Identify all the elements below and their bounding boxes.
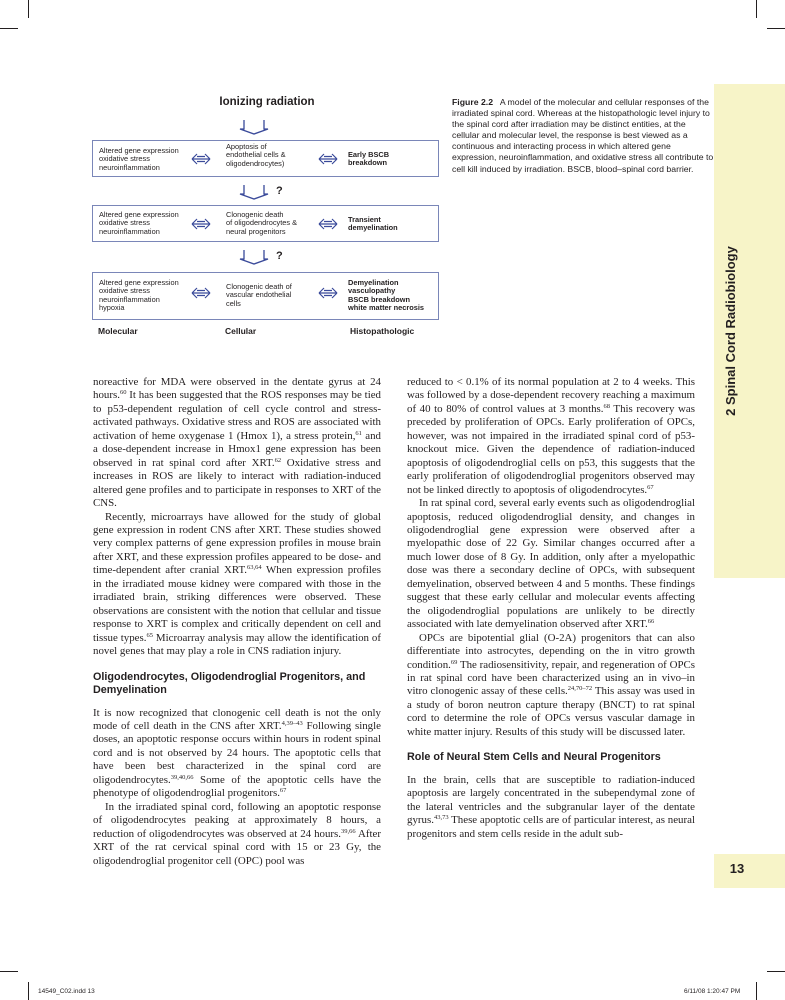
paragraph: [407, 774, 695, 841]
text-run: After XRT of the rat cervical spinal cord with 15 or 23 Gy, the oligodendroglial progenitor cell (OPC) pool was: [93, 827, 381, 867]
double-arrow-icon: [318, 286, 338, 300]
reference-superscript: 66: [647, 618, 655, 626]
right-text-column: [407, 376, 695, 841]
text-run: In rat spinal cord, several early events such as oligodendroglial apoptosis, reduced oligodendroglial density, and changes in oligodendroglial gene expression were observed after a myelopathic dose of 22 Gy. Similar changes occurred after a much lower dose of 8 Gy. In addition, only after a myelopathic dose was there a secondary decline of OPCs, with subsequent demyelination, observed between 4 and 5 months. These findings suggest that these early cellular and molecular events affecting the oligodendroglial populations are unlikely to be directly associated with late demyelination observed after XRT.: [407, 497, 695, 631]
text-run: These apoptotic cells are of particular interest, as neural progenitors and stem cells reside in the adult sub-: [407, 814, 695, 840]
text-run: The radiosensitivity, repair, and regeneration of OPCs in rat spinal cord have been characterized using an in vivo–in vitro clonogenic assay of these cells.: [407, 658, 695, 698]
question-mark: ?: [276, 250, 283, 262]
text-run: It is now recognized that clonogenic cell death is not the only mode of cell death in the CNS after XRT.: [93, 706, 381, 732]
paragraph: [93, 707, 381, 801]
crop-mark: [767, 28, 785, 29]
text-run: This recovery was preceded by proliferation of OPCs. Early proliferation of OPCs, however, was not impaired in the irradiated spinal cord of p53-knockout mice. Given the dependence of radiation-induced apoptosis of oligodendroglial cells on p53, this suggests that the early proliferation of oligodendroglial progenitors observed may not be linked directly to apoptosis of oligodendrocytes.: [407, 402, 695, 496]
histopathologic-cell: Early BSCB breakdown: [348, 150, 390, 168]
text-run: This assay was used in a study of boron neutron capture therapy (BNCT) to rat spinal cord to determine the role of OPCs versus vascular damage in white matter injury. Results of this study will be discussed later.: [407, 685, 695, 738]
footer-timestamp: 6/11/08 1:20:47 PM: [684, 988, 741, 995]
double-arrow-icon: [191, 217, 211, 231]
down-arrow-icon: [239, 184, 269, 200]
cellular-cell: Clonogenic death of vascular endothelial cells: [226, 282, 292, 308]
reference-superscript: 67: [279, 787, 287, 795]
double-arrow-icon: [191, 286, 211, 300]
question-mark: ?: [276, 185, 283, 197]
text-run: It has been suggested that the ROS responses may be tied to p53-dependent regulation of cell cycle control and stress-activated pathways. Oxidative stress and ROS are associated with activation of heme oxygenase 1 (Hmox 1), a stress protein,: [93, 389, 381, 442]
paragraph: [407, 497, 695, 632]
double-arrow-icon: [318, 217, 338, 231]
molecular-cell: Altered gene expression oxidative stress neuroinflammation: [99, 146, 179, 172]
reference-superscript: 43,73: [433, 814, 449, 822]
paragraph: [407, 632, 695, 740]
reference-superscript: 61: [355, 429, 362, 437]
paragraph: [407, 376, 695, 497]
histopathologic-cell: Demyelination vasculopathy BSCB breakdown white matter necrosis: [348, 278, 424, 312]
left-text-column: [93, 376, 381, 868]
section-heading: Oligodendrocytes, Oligodendroglial Progenitors, and Demyelination: [93, 670, 366, 697]
histopathologic-cell: Transient demyelination: [348, 215, 398, 233]
crop-mark: [756, 0, 757, 18]
column-label-molecular: Molecular: [98, 326, 138, 336]
paragraph: [93, 801, 381, 868]
reference-superscript: 65: [146, 631, 153, 639]
reference-superscript: 4,39–43: [281, 719, 303, 727]
down-arrow-icon: [239, 249, 269, 265]
crop-mark: [756, 982, 757, 1000]
page-number: 13: [729, 861, 745, 876]
footer-file-info: 14549_C02.indd 13: [38, 988, 95, 995]
text-run: Oxidative stress and increases in ROS are likely to interact with radiation-induced altered gene profiles and to participate in responses to XRT of the CNS.: [93, 456, 381, 510]
figure-caption: [452, 97, 714, 175]
reference-superscript: 68: [603, 402, 611, 410]
molecular-cell: Altered gene expression oxidative stress neuroinflammation hypoxia: [99, 278, 179, 312]
figure-row-2: [92, 205, 439, 242]
figure-title: Ionizing radiation: [219, 96, 315, 108]
reference-superscript: 24,70–72: [567, 685, 593, 693]
text-run: noreactive for MDA were observed in the dentate gyrus at 24 hours.: [93, 376, 381, 402]
crop-mark: [28, 982, 29, 1000]
double-arrow-icon: [191, 152, 211, 166]
double-arrow-icon: [318, 152, 338, 166]
text-run: OPCs are bipotential glial (O-2A) progenitors that can also differentiate into astrocytes, depending on the in vitro growth condition.: [407, 631, 695, 671]
text-run: Following single doses, an apoptotic response occurs within hours in rodent spinal cord and is not observed by 24 hours. The apoptotic cells that have been best characterized in the spinal cord are oligodendrocytes.: [93, 719, 381, 786]
figure-label: Figure 2.2: [452, 97, 494, 107]
text-run: In the brain, cells that are susceptible to radiation-induced apoptosis are largely concentrated in the subependymal zone of the lateral ventricles and the subgranular layer of the dentate gyrus.: [407, 773, 695, 827]
paragraph: [93, 376, 381, 511]
molecular-cell: Altered gene expression oxidative stress neuroinflammation: [99, 210, 179, 236]
reference-superscript: 39,40,66: [170, 773, 194, 781]
text-run: Some of the apoptotic cells have the phenotype of oligodendroglial progenitors.: [93, 773, 381, 800]
reference-superscript: 60: [119, 389, 127, 397]
reference-superscript: 67: [647, 483, 654, 491]
text-run: In the irradiated spinal cord, following an apoptotic response of oligodendrocytes peaking at approximately 8 hours, a reduction of oligodendrocytes was observed at 24 hours.: [93, 800, 381, 840]
text-run: and a dose-dependent increase in Hmox1 gene expression has been observed in rat spinal cord after XRT.: [93, 429, 381, 469]
text-run: reduced to < 0.1% of its normal population at 2 to 4 weeks. This was followed by a dose-dependent recovery reaching a maximum of 40 to 80% of control values at 3 months.: [407, 376, 695, 415]
crop-mark: [767, 971, 785, 972]
caption-text: A model of the molecular and cellular responses of the irradiated spinal cord. Whereas at the histopathologic level injury to the spinal cord after irradiation may be distinct entities, at the cellular and molecular level, the response is best viewed as a continuous and interacting process in which altered gene expression, neuroinflammation, and oxidative stress all contribute to cell kill induced by irradiation. BSCB, blood–spinal cord barrier.: [452, 97, 714, 174]
cellular-cell: Clonogenic death of oligodendrocytes & neural progenitors: [226, 210, 298, 236]
crop-mark: [0, 28, 18, 29]
cellular-cell: Apoptosis of endothelial cells & oligodendrocytes): [226, 142, 286, 168]
column-label-cellular: Cellular: [225, 326, 257, 336]
figure-diagram: [92, 92, 442, 352]
crop-mark: [28, 0, 29, 18]
crop-mark: [0, 971, 18, 972]
column-label-histopathologic: Histopathologic: [350, 326, 415, 336]
reference-superscript: 69: [450, 658, 458, 666]
text-run: Recently, microarrays have allowed for the study of global gene expression in rodent CNS after XRT. These studies showed very complex patterns of gene expression profiles in mouse brain after XRT, and these expression profiles appeared to be dose- and time-dependent after cranial XRT.: [93, 510, 381, 577]
text-run: When expression profiles in the irradiated mouse kidney were compared with those in the irradiated brain, striking differences were observed. These observations are consistent with the notion that cellular and tissue response to XRT is complex and critically dependent on cell and tissue types.: [93, 564, 381, 644]
figure-row-3: [92, 272, 439, 320]
reference-superscript: 62: [274, 456, 282, 464]
text-run: Microarray analysis may allow the identification of novel genes that may play a role in CNS radiation injury.: [93, 631, 381, 658]
section-heading: Role of Neural Stem Cells and Neural Progenitors: [407, 751, 661, 764]
reference-superscript: 63,64: [247, 564, 262, 572]
paragraph: [93, 511, 381, 659]
reference-superscript: 39,66: [341, 827, 356, 835]
figure-row-1: [92, 140, 439, 177]
chapter-tab-title: 2 Spinal Cord Radiobiology: [723, 246, 738, 416]
down-arrow-icon: [239, 119, 269, 135]
